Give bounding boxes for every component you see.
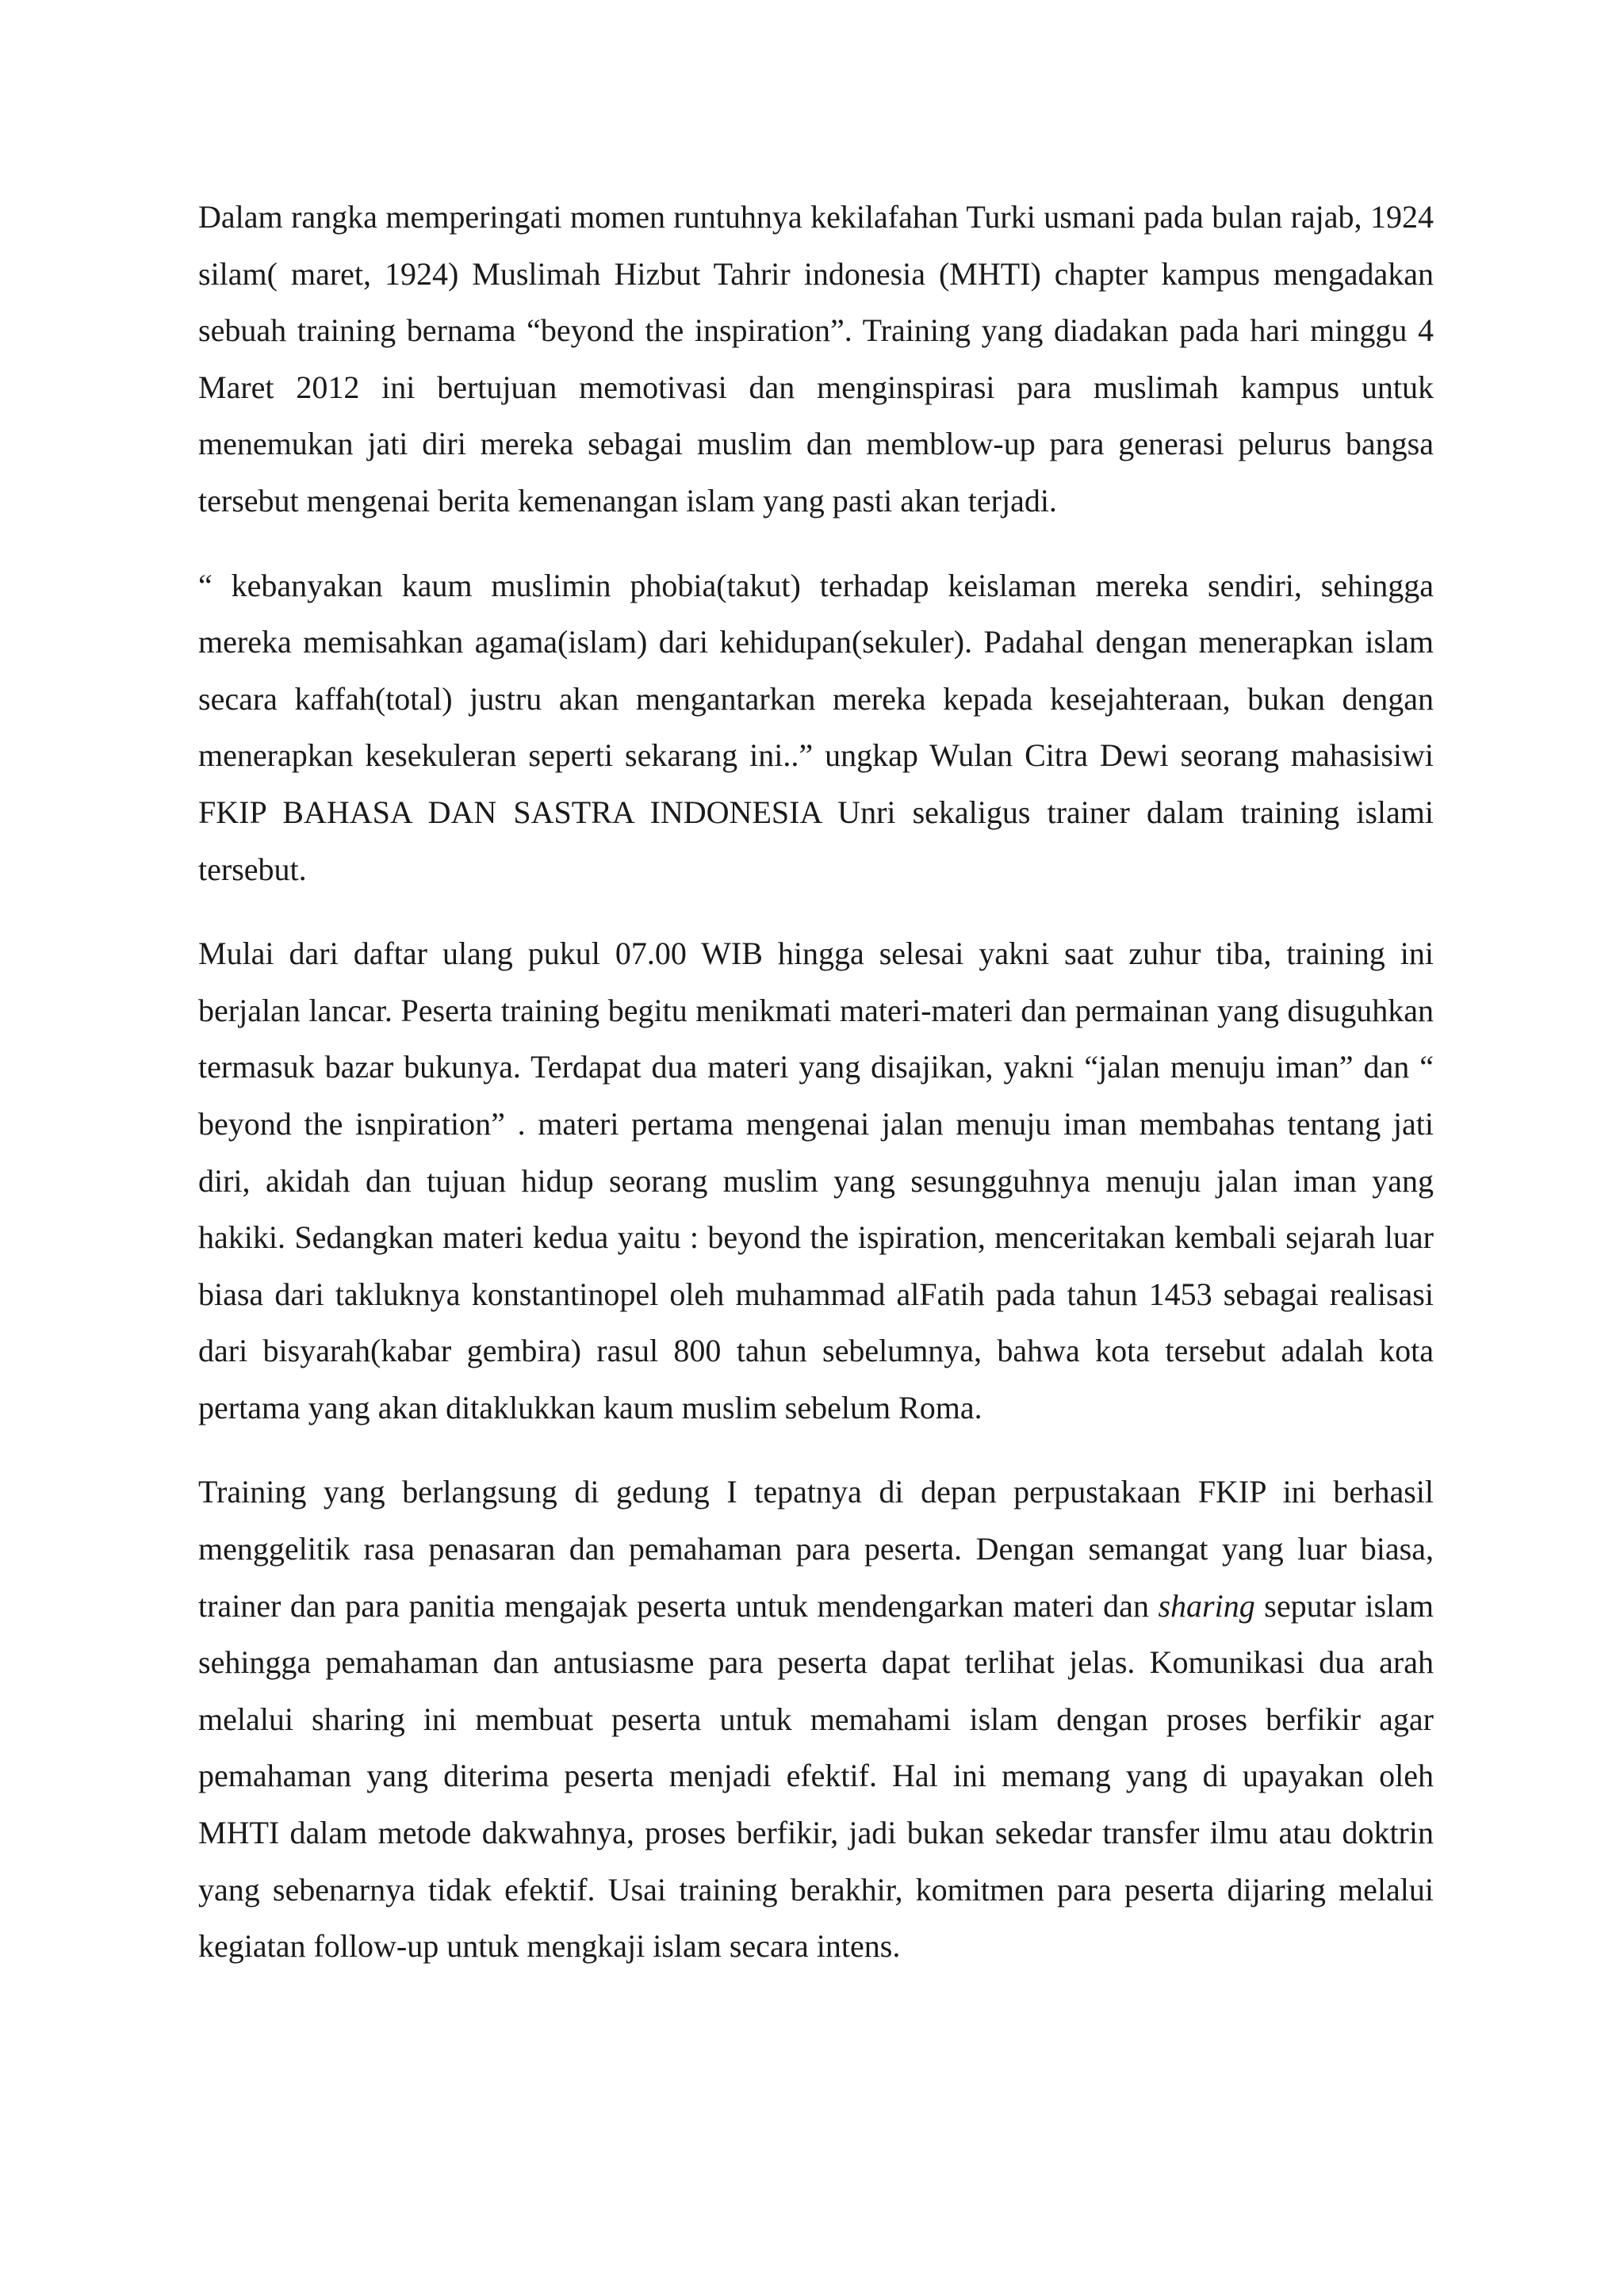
paragraph-4-text-after: seputar islam sehingga pemahaman dan antusiasme para peserta dapat terlihat jelas. Komunikasi dua arah melalui sharing ini membuat peserta untuk memahami islam dengan proses berfikir agar pemahaman yang diterima peserta menjadi efektif. Hal ini memang yang di upayakan oleh MHTI dalam metode dakwahnya, proses berfikir, jadi bukan sekedar transfer ilmu atau doktrin yang sebenarnya tidak efektif. Usai training berakhir, komitmen para peserta dijaring melalui kegiatan follow-up untuk mengkaji islam secara intens.	[198, 1587, 1434, 1965]
paragraph-4	[198, 1464, 1434, 1974]
paragraph-4-italic-term: sharing	[1158, 1587, 1255, 1624]
paragraph-1: Dalam rangka memperingati momen runtuhnya kekilafahan Turki usmani pada bulan rajab, 1924 silam( maret, 1924) Muslimah Hizbut Tahrir indonesia (MHTI) chapter kampus mengadakan sebuah training bernama “beyond the inspiration”. Training yang diadakan pada hari minggu 4 Maret 2012 ini bertujuan memotivasi dan menginspirasi para muslimah kampus untuk menemukan jati diri mereka sebagai muslim dan memblow-up para generasi pelurus bangsa tersebut mengenai berita kemenangan islam yang pasti akan terjadi.	[198, 199, 1434, 519]
document-body	[198, 189, 1434, 2003]
paragraph-4-text-before: Training yang berlangsung di gedung I tepatnya di depan perpustakaan FKIP ini berhasil menggelitik rasa penasaran dan pemahaman para peserta. Dengan semangat yang luar biasa, trainer dan para panitia mengajak peserta untuk mendengarkan materi dan	[198, 1474, 1434, 1624]
paragraph-2: “ kebanyakan kaum muslimin phobia(takut) terhadap keislaman mereka sendiri, sehingga mereka memisahkan agama(islam) dari kehidupan(sekuler). Padahal dengan menerapkan islam secara kaffah(total) justru akan mengantarkan mereka kepada kesejahteraan, bukan dengan menerapkan kesekuleran seperti sekarang ini..” ungkap Wulan Citra Dewi seorang mahasisiwi FKIP BAHASA DAN SASTRA INDONESIA Unri sekaligus trainer dalam training islami tersebut.	[198, 567, 1434, 887]
paragraph-3: Mulai dari daftar ulang pukul 07.00 WIB hingga selesai yakni saat zuhur tiba, training ini berjalan lancar. Peserta training begitu menikmati materi-materi dan permainan yang disuguhkan termasuk bazar bukunya. Terdapat dua materi yang disajikan, yakni “jalan menuju iman” dan “ beyond the isnpiration” . materi pertama mengenai jalan menuju iman membahas tentang jati diri, akidah dan tujuan hidup seorang muslim yang sesungguhnya menuju jalan iman yang hakiki. Sedangkan materi kedua yaitu : beyond the ispiration, menceritakan kembali sejarah luar biasa dari takluknya konstantinopel oleh muhammad alFatih pada tahun 1453 sebagai realisasi dari bisyarah(kabar gembira) rasul 800 tahun sebelumnya, bahwa kota tersebut adalah kota pertama yang akan ditaklukkan kaum muslim sebelum Roma.	[198, 936, 1434, 1425]
